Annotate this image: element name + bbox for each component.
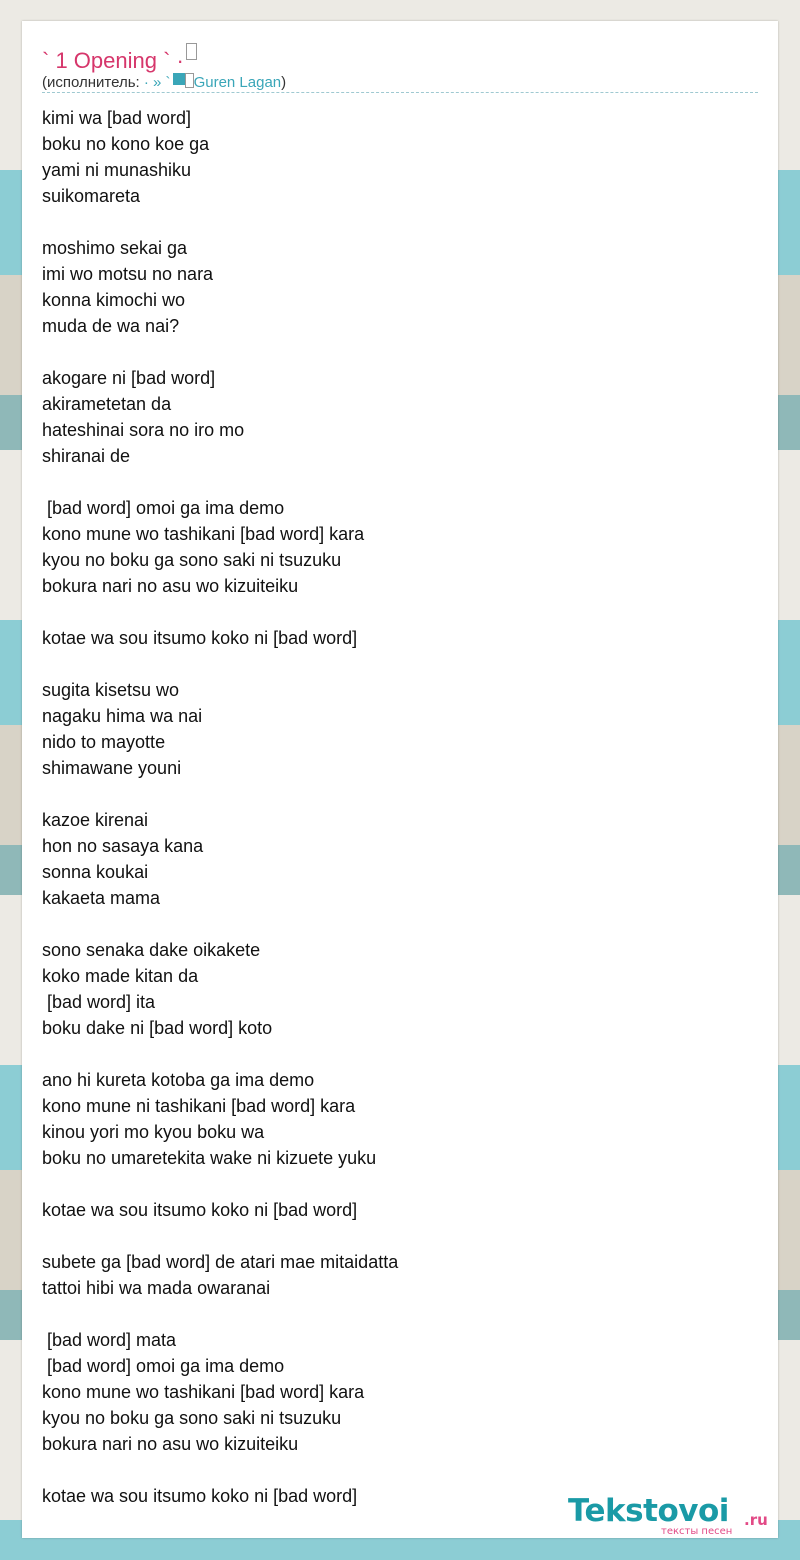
lyric-line [42,651,758,677]
lyric-line: akirametetan da [42,394,172,414]
lyric-line: koko made kitan da [42,966,199,986]
artist-suffix: ) [281,74,287,91]
dashed-divider [42,92,758,93]
lyric-line: kyou no boku ga sono saki ni tsuzuku [42,1408,342,1428]
lyric-line [42,1223,758,1249]
lyric-line [42,1041,758,1067]
lyric-line: muda de wa nai? [42,316,180,336]
lyric-line: bokura nari no asu wo kizuiteiku [42,576,299,596]
artist-prefix: (исполнитель: [42,74,144,91]
lyric-line: kono mune ni tashikani [bad word] kara [42,1096,356,1116]
lyric-line: moshimo sekai ga [42,238,188,258]
song-title-text: ` 1 Opening ` · [42,48,184,73]
lyric-line [42,911,758,937]
missing-glyph-icon [186,43,197,60]
lyric-line: hon no sasaya kana [42,836,204,856]
lyric-line [42,1171,758,1197]
lyric-line: tattoi hibi wa mada owaranai [42,1278,271,1298]
lyric-line: [bad word] omoi ga ima demo [42,1356,285,1376]
lyric-line: kotae wa sou itsumo koko ni [bad word] [42,1200,358,1220]
artist-line [42,73,286,91]
song-title [42,43,197,74]
logo-text: Tekstovoi [568,1493,729,1529]
lyric-line: bokura nari no asu wo kizuiteiku [42,1434,299,1454]
site-logo[interactable] [568,1493,778,1543]
lyric-line: kono mune wo tashikani [bad word] kara [42,1382,365,1402]
lyric-line: akogare ni [bad word] [42,368,216,388]
artist-separator: · [143,74,149,91]
lyric-line: kyou no boku ga sono saki ni tsuzuku [42,550,342,570]
lyric-line [42,1301,758,1327]
lyric-line: sugita kisetsu wo [42,680,180,700]
lyrics-body [42,105,758,1509]
lyric-line [42,339,758,365]
lyric-line: kono mune wo tashikani [bad word] kara [42,524,365,544]
artist-link[interactable]: Guren Lagan [193,74,282,91]
lyric-line: nido to mayotte [42,732,166,752]
lyric-line: [bad word] mata [42,1330,177,1350]
lyric-line: kotae wa sou itsumo koko ni [bad word] [42,1486,358,1506]
lyrics-card [22,21,778,1538]
logo-domain: .ru [744,1511,768,1529]
lyric-line: sono senaka dake oikakete [42,940,261,960]
lyric-line: kimi wa [bad word] [42,108,192,128]
missing-glyph-icon [185,73,194,88]
lyric-line: shimawane youni [42,758,182,778]
artist-separator-2: » ` [148,74,171,91]
lyric-line: kotae wa sou itsumo koko ni [bad word] [42,628,358,648]
lyric-line: boku no umaretekita wake ni kizuete yuku [42,1148,377,1168]
lyric-line: konna kimochi wo [42,290,186,310]
lyric-line: subete ga [bad word] de atari mae mitaidatta [42,1252,399,1272]
lyric-line: [bad word] omoi ga ima demo [42,498,285,518]
lyric-line [42,781,758,807]
lyric-line [42,209,758,235]
lyric-line: kakaeta mama [42,888,161,908]
square-icon [173,73,185,85]
lyric-line: boku no kono koe ga [42,134,210,154]
lyric-line: sonna koukai [42,862,149,882]
lyric-line [42,469,758,495]
lyric-line: imi wo motsu no nara [42,264,214,284]
lyric-line: kazoe kirenai [42,810,149,830]
lyric-line: boku dake ni [bad word] koto [42,1018,273,1038]
lyric-line [42,599,758,625]
lyric-line: nagaku hima wa nai [42,706,203,726]
lyric-line: [bad word] ita [42,992,156,1012]
lyric-line: suikomareta [42,186,141,206]
lyric-line: shiranai de [42,446,131,466]
lyric-line: yami ni munashiku [42,160,192,180]
logo-subtitle: тексты песен [661,1526,733,1537]
lyric-line: ano hi kureta kotoba ga ima demo [42,1070,315,1090]
lyric-line: hateshinai sora no iro mo [42,420,245,440]
lyric-line [42,1457,758,1483]
lyric-line: kinou yori mo kyou boku wa [42,1122,265,1142]
